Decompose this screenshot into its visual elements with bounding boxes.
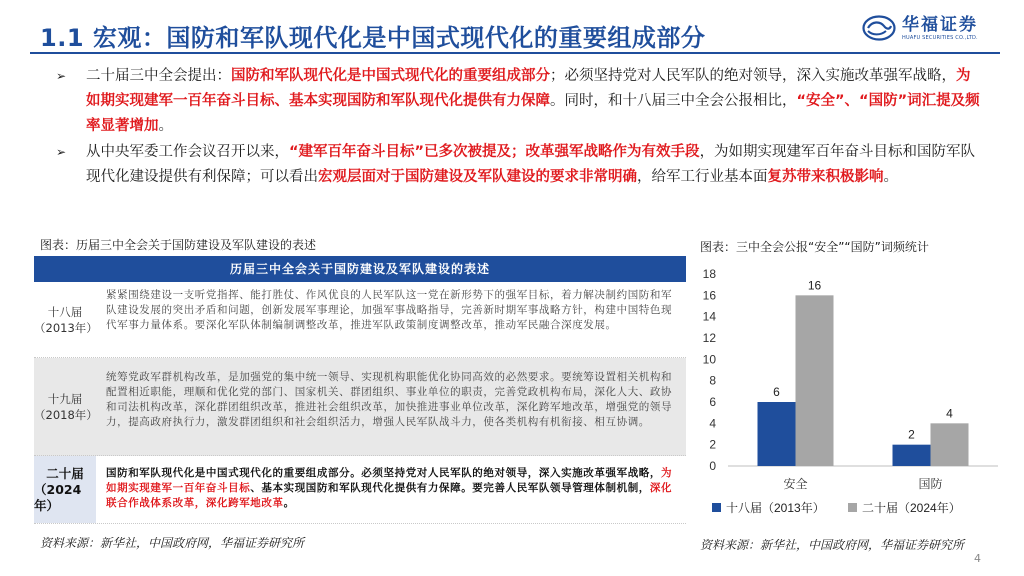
bullet-segment: 。	[158, 118, 173, 134]
legend-swatch	[712, 503, 721, 512]
row-text: 紧紧围绕建设一支听党指挥、能打胜仗、作风优良的人民军队这一党在新形势下的强军目标，着力解决制约国防和军队建设发展的突出矛盾和问题，创新发展军事理论，加强军事战略指导，完善新时期军事战略方针，构建中国特色现代军事力量体系。要深化军队体制编制调整改革，推进军队政策制度调整改革，推动军民融合深度发展。	[106, 289, 673, 331]
bar-value-label: 2	[908, 427, 915, 442]
y-tick-label: 16	[702, 288, 716, 303]
bullet-highlight: “建军百年奋斗目标”已多次被提及；改革强军战略作为有效手段	[289, 144, 700, 160]
logo-name: 华福证券	[902, 15, 978, 35]
logo-mark-icon	[862, 15, 896, 41]
y-tick-label: 12	[702, 331, 716, 345]
row-content	[96, 282, 686, 357]
table-row	[34, 282, 686, 358]
bullet-segment: 。同时，和十八届三中全会公报相比，	[550, 93, 797, 109]
bullet-arrow-icon: ➢	[56, 145, 67, 159]
plenum-statements-table	[34, 256, 686, 524]
row-label-year: （2018年）	[34, 407, 98, 422]
row-label	[34, 456, 96, 523]
y-tick-label: 6	[709, 395, 716, 409]
y-tick-label: 0	[709, 459, 716, 473]
bullet-arrow-icon: ➢	[56, 69, 67, 83]
row-label-year: （2024年）	[34, 481, 82, 513]
legend-label: 十八届（2013年）	[726, 501, 825, 515]
page-title: 1.1 宏观：国防和军队现代化是中国式现代化的重要组成部分	[40, 24, 706, 52]
bullet-segment: ；必须坚持党对人民军队的绝对领导，深入实施改革强军战略，	[550, 68, 956, 84]
bullet-segment: ，给军工行业基本面	[637, 169, 768, 185]
bullet-highlight: “安全”、“国防”词汇提及频率显著增加	[86, 93, 980, 134]
bar-value-label: 4	[946, 406, 953, 421]
row-label-session: 十九届	[47, 391, 83, 406]
company-logo	[862, 10, 992, 46]
row-highlight: 为如期实现建军一百年奋斗目标	[106, 467, 673, 494]
row-text: 。	[283, 497, 295, 509]
table-header: 历届三中全会关于国防建设及军队建设的表述	[34, 256, 686, 282]
bullet-highlight: 宏观层面对于国防建设及军队建设的要求非常明确	[318, 169, 637, 185]
bar	[796, 295, 834, 466]
row-label	[34, 358, 96, 455]
word-frequency-chart	[690, 258, 1010, 528]
bullet-item	[54, 64, 984, 139]
bullet-text	[86, 144, 975, 185]
bullet-item	[54, 140, 984, 190]
bullet-highlight: 国防和军队现代化是中国式现代化的重要组成部分	[231, 68, 550, 84]
bullet-text	[86, 68, 980, 134]
y-tick-label: 14	[702, 309, 716, 324]
row-text: 国防和军队现代化是中国式现代化的重要组成部分。必须坚持党对人民军队的绝对领导，深入实施改革强军战略，	[106, 467, 661, 479]
row-text: 、基本实现国防和军队现代化提供有力保障。要完善人民军队领导管理体制机制，	[250, 482, 650, 494]
x-tick-label: 国防	[918, 477, 943, 491]
legend-label: 二十届（2024年）	[862, 501, 961, 515]
table-caption: 图表：历届三中全会关于国防建设及军队建设的表述	[40, 238, 317, 252]
table-row	[34, 358, 686, 456]
bullet-segment: 从中央军委工作会议召开以来，	[86, 144, 289, 160]
y-tick-label: 18	[702, 267, 716, 281]
row-highlight: 深化联合作战体系改革，深化跨军地改革	[106, 482, 673, 509]
legend-swatch	[848, 503, 857, 512]
y-tick-label: 8	[709, 373, 716, 388]
bar-value-label: 16	[807, 278, 822, 293]
bullet-segment: 二十届三中全会提出：	[86, 68, 231, 84]
page-number: 4	[974, 552, 981, 565]
bar-value-label: 6	[773, 385, 780, 399]
row-label-year: （2013年）	[34, 320, 98, 335]
logo-english: HUAFU SECURITIES CO.,LTD.	[902, 35, 978, 41]
row-text: 统筹党政军群机构改革，是加强党的集中统一领导、实现机构职能优化协同高效的必然要求。要统筹设置相关机构和配置相近职能，理顺和优化党的部门、国家机关、群团组织、事业单位的职责，完善党政机构布局，深化人大、政协和司法机构改革，深化群团组织改革，推进社会组织改革，加快推进事业单位改革，深化跨军地改革，增强党的领导力，提高政府执行力，激发群团组织和社会组织活力，增强人民军队战斗力，使各类机构有机衔接、相互协调。	[106, 371, 673, 428]
chart-source: 资料来源：新华社，中国政府网，华福证券研究所	[700, 538, 965, 552]
row-content	[96, 358, 686, 455]
row-content	[96, 456, 686, 523]
row-label-session: 十八届	[47, 304, 83, 319]
row-label	[34, 282, 96, 357]
row-label-session: 二十届	[46, 465, 84, 481]
table-source: 资料来源：新华社，中国政府网，华福证券研究所	[40, 536, 305, 550]
y-tick-label: 10	[702, 352, 716, 367]
bullet-list	[54, 64, 984, 191]
bar	[931, 423, 969, 466]
table-row	[34, 456, 686, 524]
y-tick-label: 2	[709, 437, 716, 452]
bullet-highlight: 复苏带来积极影响	[767, 169, 884, 185]
x-tick-label: 安全	[783, 477, 808, 491]
bullet-segment: ，为如期实现建军百年奋斗目标和国防军队现代化建设提供有利保障；可以看出	[86, 144, 976, 185]
chart-caption: 图表：三中全会公报“安全”“国防”词频统计	[700, 240, 929, 254]
bullet-segment: 。	[883, 169, 898, 185]
y-tick-label: 4	[709, 416, 716, 431]
bullet-highlight: 为如期实现建军一百年奋斗目标、基本实现国防和军队现代化提供有力保障	[86, 68, 971, 109]
bar	[758, 402, 796, 466]
bar	[893, 445, 931, 466]
title-divider	[30, 52, 1000, 54]
